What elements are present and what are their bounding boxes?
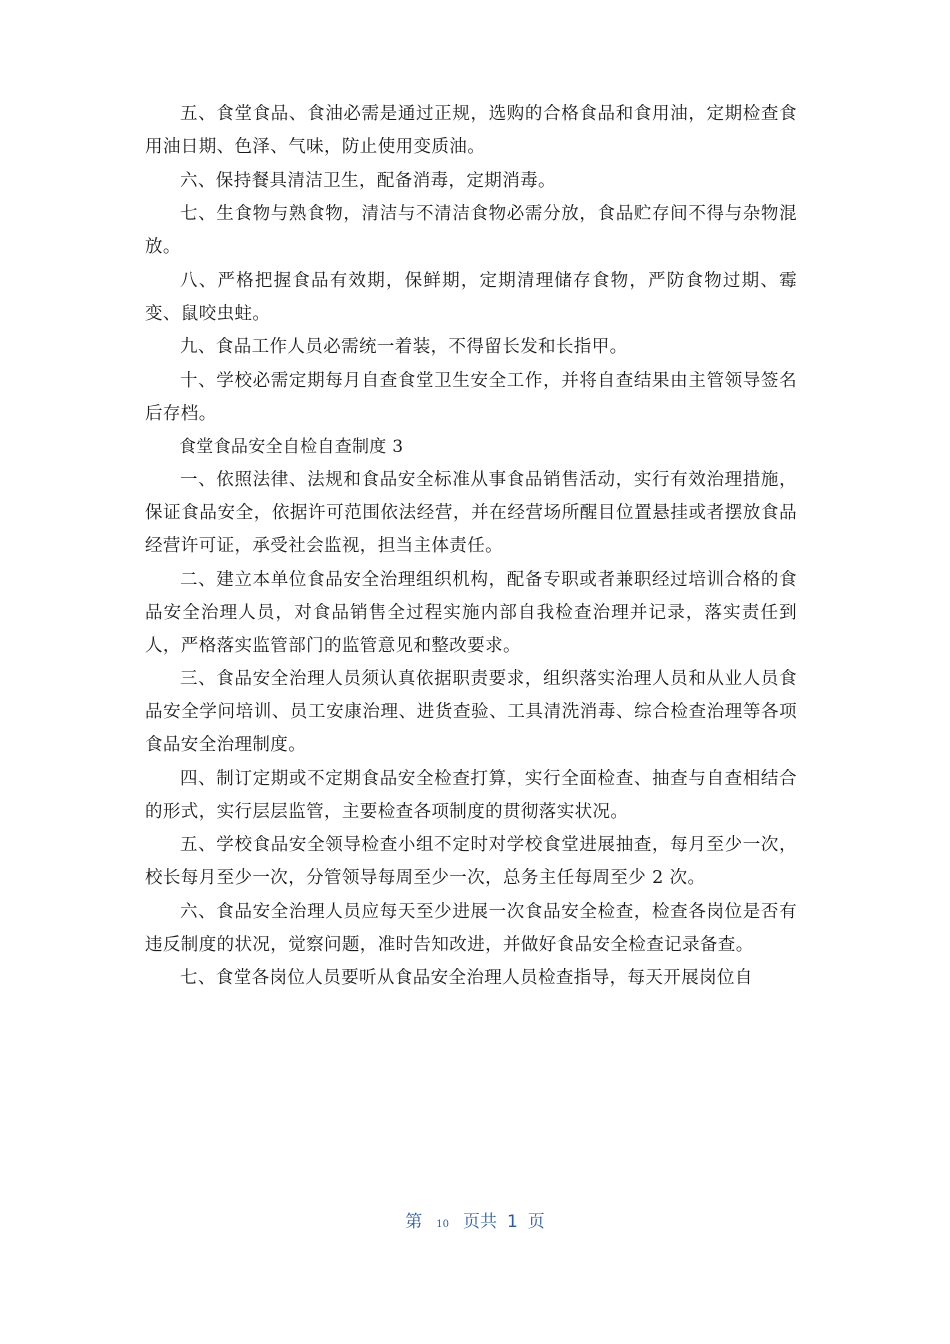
- paragraph: 三、食品安全治理人员须认真依据职责要求，组织落实治理人员和从业人员食品安全学问培训、员工安康治理、进货查验、工具清洗消毒、综合检查治理等各项食品安全治理制度。: [145, 669, 797, 755]
- paragraph: 四、制订定期或不定期食品安全检查打算，实行全面检查、抽查与自查相结合的形式，实行层层监管，主要检查各项制度的贯彻落实状况。: [145, 768, 797, 822]
- footer-total: 1: [506, 1212, 518, 1232]
- page-footer: [0, 1208, 950, 1239]
- footer-suffix: 页: [527, 1212, 545, 1232]
- section-heading: 食堂食品安全自检自查制度 3: [179, 437, 404, 457]
- document-body: [145, 98, 797, 996]
- paragraph: 六、食品安全治理人员应每天至少进展一次食品安全检查，检查各岗位是否有违反制度的状况，觉察问题，准时告知改进，并做好食品安全检查记录备查。: [145, 901, 797, 955]
- paragraph: 十、学校必需定期每月自查食堂卫生安全工作，并将自查结果由主管领导签名后存档。: [145, 370, 797, 424]
- paragraph: 五、学校食品安全领导检查小组不定时对学校食堂进展抽查，每月至少一次，校长每月至少一次，分管领导每周至少一次，总务主任每周至少 2 次。: [145, 835, 797, 888]
- footer-middle: 页共: [462, 1212, 497, 1232]
- paragraph: 七、食堂各岗位人员要听从食品安全治理人员检查指导，每天开展岗位自: [180, 968, 753, 988]
- footer-prefix: 第: [405, 1212, 423, 1232]
- paragraph: 七、生食物与熟食物，清洁与不清洁食物必需分放，食品贮存间不得与杂物混放。: [145, 204, 797, 257]
- footer-page-number: 10: [436, 1219, 449, 1230]
- paragraph: 一、依照法律、法规和食品安全标准从事食品销售活动，实行有效治理措施，保证食品安全，依据许可范围依法经营，并在经营场所醒目位置悬挂或者摆放食品经营许可证，承受社会监视，担当主体责任。: [145, 470, 797, 556]
- paragraph: 九、食品工作人员必需统一着装，不得留长发和长指甲。: [180, 337, 628, 357]
- paragraph: 八、严格把握食品有效期，保鲜期，定期清理储存食物，严防食物过期、霉变、鼠咬虫蛀。: [145, 270, 797, 324]
- paragraph: 五、食堂食品、食油必需是通过正规，选购的合格食品和食用油，定期检查食用油日期、色泽、气味，防止使用变质油。: [145, 104, 797, 157]
- paragraph: 六、保持餐具清洁卫生，配备消毒，定期消毒。: [180, 170, 556, 191]
- paragraph: 二、建立本单位食品安全治理组织机构，配备专职或者兼职经过培训合格的食品安全治理人员，对食品销售全过程实施内部自我检查治理并记录，落实责任到人，严格落实监管部门的监管意见和整改要求。: [145, 569, 797, 656]
